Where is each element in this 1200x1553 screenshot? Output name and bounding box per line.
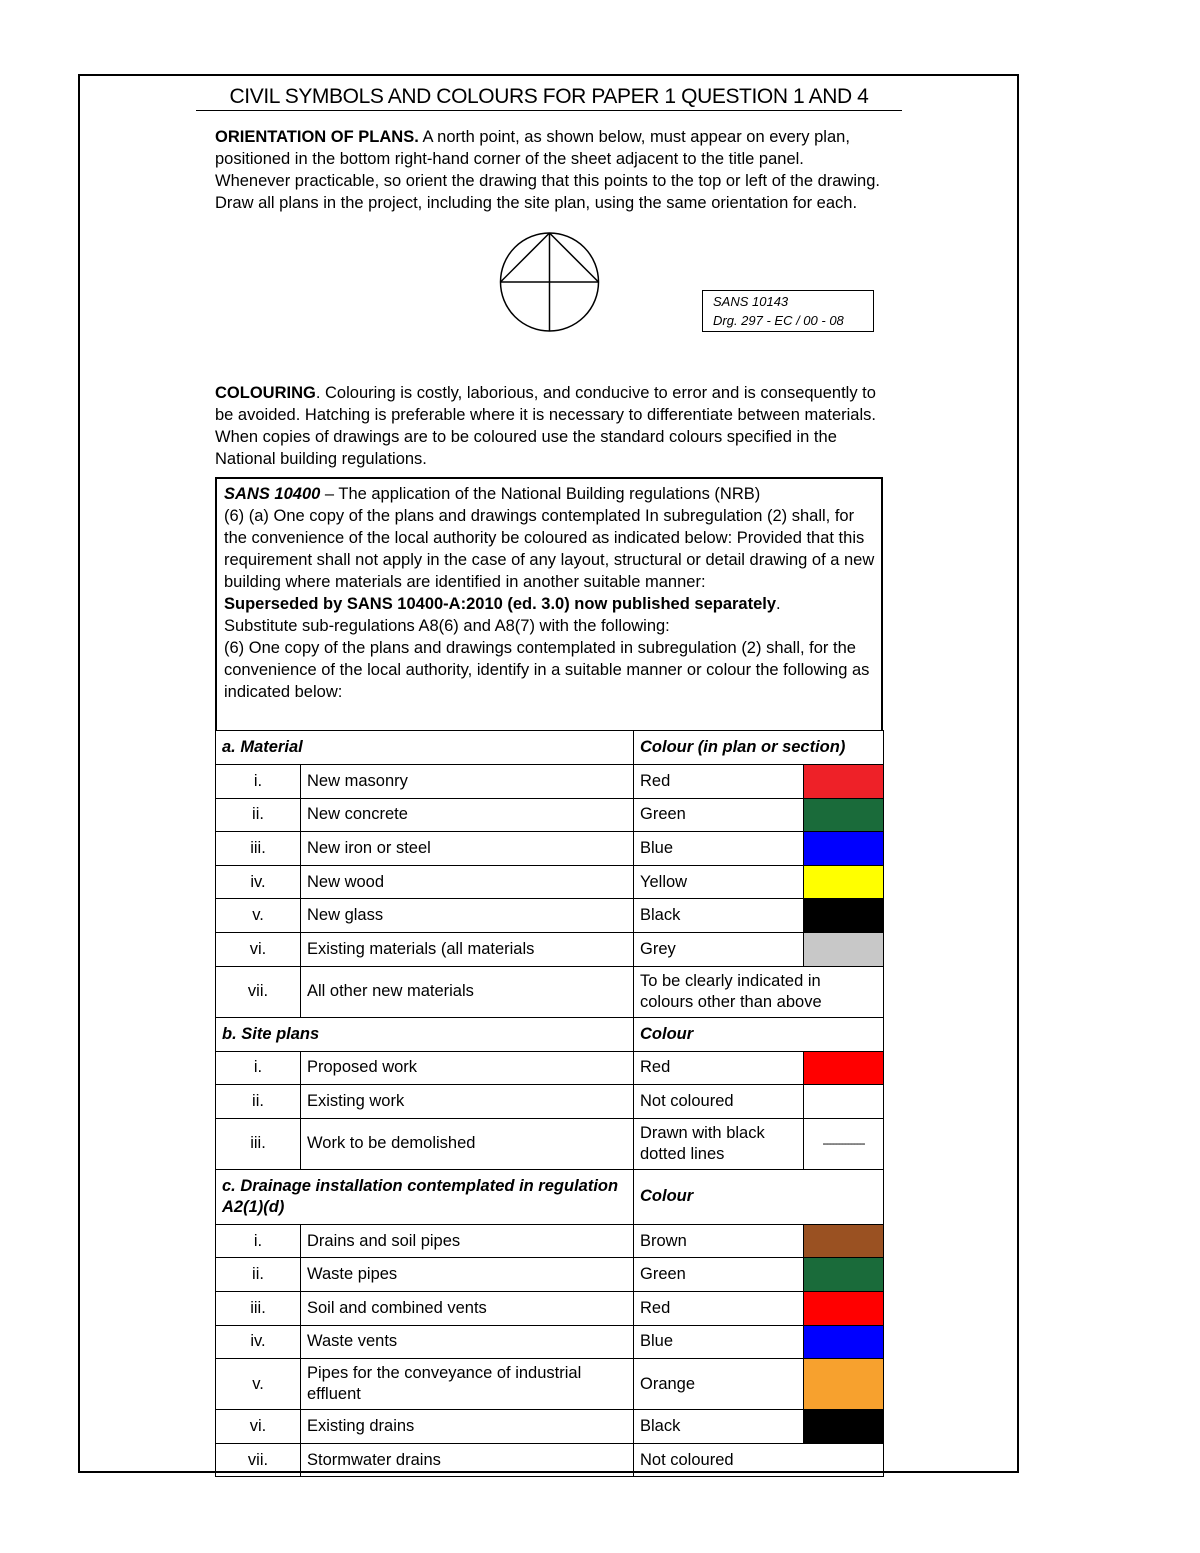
row-number: ii.	[216, 1258, 301, 1292]
reference-drawing: Drg. 297 - EC / 00 - 08	[713, 313, 844, 328]
sans-code: SANS 10400	[224, 485, 321, 503]
row-item: Drains and soil pipes	[301, 1224, 634, 1258]
row-colour: Grey	[634, 932, 804, 966]
drainage-colour-heading: Colour	[634, 1169, 884, 1224]
orientation-heading: ORIENTATION OF PLANS.	[215, 128, 419, 146]
table-row	[216, 966, 884, 1017]
reference-box	[702, 290, 874, 332]
sans-regulation-box	[215, 477, 883, 730]
row-number: iv.	[216, 865, 301, 899]
row-item: Soil and combined vents	[301, 1291, 634, 1325]
sans-para-3: (6) One copy of the plans and drawings contemplated in subregulation (2) shall, for the convenience of the local authority, identify in a suitable manner or colour the following as indicated below:	[224, 639, 870, 701]
row-number: ii.	[216, 798, 301, 832]
row-number: i.	[216, 765, 301, 799]
dotted-line-sample: --------------	[804, 1118, 884, 1169]
drainage-header-row	[216, 1169, 884, 1224]
colour-table	[215, 730, 884, 1477]
row-item: New masonry	[301, 765, 634, 799]
site-colour-heading: Colour	[634, 1017, 884, 1051]
material-colour-heading: Colour (in plan or section)	[634, 731, 884, 765]
table-row	[216, 1291, 884, 1325]
row-item: New iron or steel	[301, 832, 634, 866]
row-colour: Blue	[634, 1325, 804, 1359]
table-row	[216, 1443, 884, 1477]
row-item: Work to be demolished	[301, 1118, 634, 1169]
table-row	[216, 1410, 884, 1444]
colour-swatch	[804, 865, 884, 899]
table-row	[216, 899, 884, 933]
row-number: vi.	[216, 1410, 301, 1444]
colour-swatch	[804, 1258, 884, 1292]
row-number: i.	[216, 1224, 301, 1258]
row-colour: Brown	[634, 1224, 804, 1258]
row-colour: Red	[634, 765, 804, 799]
table-row	[216, 1051, 884, 1085]
row-colour: Not coloured	[634, 1443, 884, 1477]
row-number: vi.	[216, 932, 301, 966]
row-number: iv.	[216, 1325, 301, 1359]
material-header-row	[216, 731, 884, 765]
table-row	[216, 798, 884, 832]
row-number: vii.	[216, 966, 301, 1017]
table-row	[216, 1325, 884, 1359]
row-number: iii.	[216, 832, 301, 866]
sans-superseded-end: .	[776, 595, 781, 613]
colour-swatch	[804, 1291, 884, 1325]
colouring-heading: COLOURING	[215, 384, 316, 402]
table-row	[216, 765, 884, 799]
colour-swatch	[804, 798, 884, 832]
colouring-text: . Colouring is costly, laborious, and conducive to error and is consequently to be avoided. Hatching is preferable where it is necessary to differentiate between materials. When copies of drawings are to be coloured use the standard colours specified in the National building regulations.	[215, 384, 876, 468]
row-colour: Yellow	[634, 865, 804, 899]
sans-para-2: Substitute sub-regulations A8(6) and A8(7) with the following:	[224, 617, 670, 635]
colour-swatch	[804, 1359, 884, 1410]
colour-swatch	[804, 1410, 884, 1444]
row-colour: Black	[634, 899, 804, 933]
colour-swatch	[804, 1325, 884, 1359]
table-row	[216, 1224, 884, 1258]
row-item: New concrete	[301, 798, 634, 832]
row-number: i.	[216, 1051, 301, 1085]
row-item: Stormwater drains	[301, 1443, 634, 1477]
colour-swatch	[804, 765, 884, 799]
site-header-row	[216, 1017, 884, 1051]
table-row	[216, 1258, 884, 1292]
row-number: iii.	[216, 1118, 301, 1169]
site-heading: b. Site plans	[216, 1017, 634, 1051]
row-colour: Drawn with black dotted lines	[634, 1118, 804, 1169]
row-colour: Orange	[634, 1359, 804, 1410]
colour-swatch	[804, 899, 884, 933]
north-point-icon	[498, 232, 602, 333]
row-item: Existing work	[301, 1085, 634, 1119]
row-item: All other new materials	[301, 966, 634, 1017]
row-item: Proposed work	[301, 1051, 634, 1085]
orientation-paragraph	[215, 126, 880, 214]
colour-swatch-empty	[804, 1085, 884, 1119]
row-item: Waste pipes	[301, 1258, 634, 1292]
row-number: ii.	[216, 1085, 301, 1119]
row-item: Waste vents	[301, 1325, 634, 1359]
orientation-text: A north point, as shown below, must appear on every plan, positioned in the bottom right-hand corner of the sheet adjacent to the title panel. Whenever practicable, so orient the drawing that this points to the top or left of the drawing. Draw all plans in the project, including the site plan, using the same orientation for each.	[215, 128, 880, 212]
table-row	[216, 1359, 884, 1410]
row-number: iii.	[216, 1291, 301, 1325]
table-row	[216, 1085, 884, 1119]
row-colour: Blue	[634, 832, 804, 866]
row-number: vii.	[216, 1443, 301, 1477]
row-item: Existing materials (all materials	[301, 932, 634, 966]
table-row	[216, 865, 884, 899]
sans-superseded-line	[224, 593, 875, 615]
drainage-heading: c. Drainage installation contemplated in regulation A2(1)(d)	[216, 1169, 634, 1224]
page-title: CIVIL SYMBOLS AND COLOURS FOR PAPER 1 QUESTION 1 AND 4	[196, 85, 902, 111]
table-row	[216, 1118, 884, 1169]
row-item: Existing drains	[301, 1410, 634, 1444]
sans-para-1: (6) (a) One copy of the plans and drawings contemplated In subregulation (2) shall, for the convenience of the local authority be coloured as indicated below: Provided that this requirement shall not apply in the case of any layout, structural or detail drawing of a new building where materials are identified in another suitable manner:	[224, 507, 875, 591]
row-colour: Red	[634, 1051, 804, 1085]
sans-superseded: Superseded by SANS 10400-A:2010 (ed. 3.0) now published separately	[224, 595, 777, 613]
colour-swatch	[804, 832, 884, 866]
colour-swatch	[804, 932, 884, 966]
material-heading: a. Material	[216, 731, 634, 765]
row-item: New wood	[301, 865, 634, 899]
colouring-paragraph	[215, 382, 880, 470]
table-row	[216, 832, 884, 866]
row-item: New glass	[301, 899, 634, 933]
row-number: v.	[216, 899, 301, 933]
row-colour: Not coloured	[634, 1085, 804, 1119]
row-colour: Black	[634, 1410, 804, 1444]
sans-intro: – The application of the National Building regulations (NRB)	[320, 485, 761, 503]
colour-swatch	[804, 1051, 884, 1085]
row-colour: Red	[634, 1291, 804, 1325]
row-number: v.	[216, 1359, 301, 1410]
row-colour: To be clearly indicated in colours other than above	[634, 966, 884, 1017]
table-row	[216, 932, 884, 966]
row-colour: Green	[634, 1258, 804, 1292]
row-item: Pipes for the conveyance of industrial effluent	[301, 1359, 634, 1410]
sans-intro-line	[224, 483, 875, 505]
colour-swatch	[804, 1224, 884, 1258]
row-colour: Green	[634, 798, 804, 832]
reference-standard: SANS 10143	[713, 294, 789, 309]
